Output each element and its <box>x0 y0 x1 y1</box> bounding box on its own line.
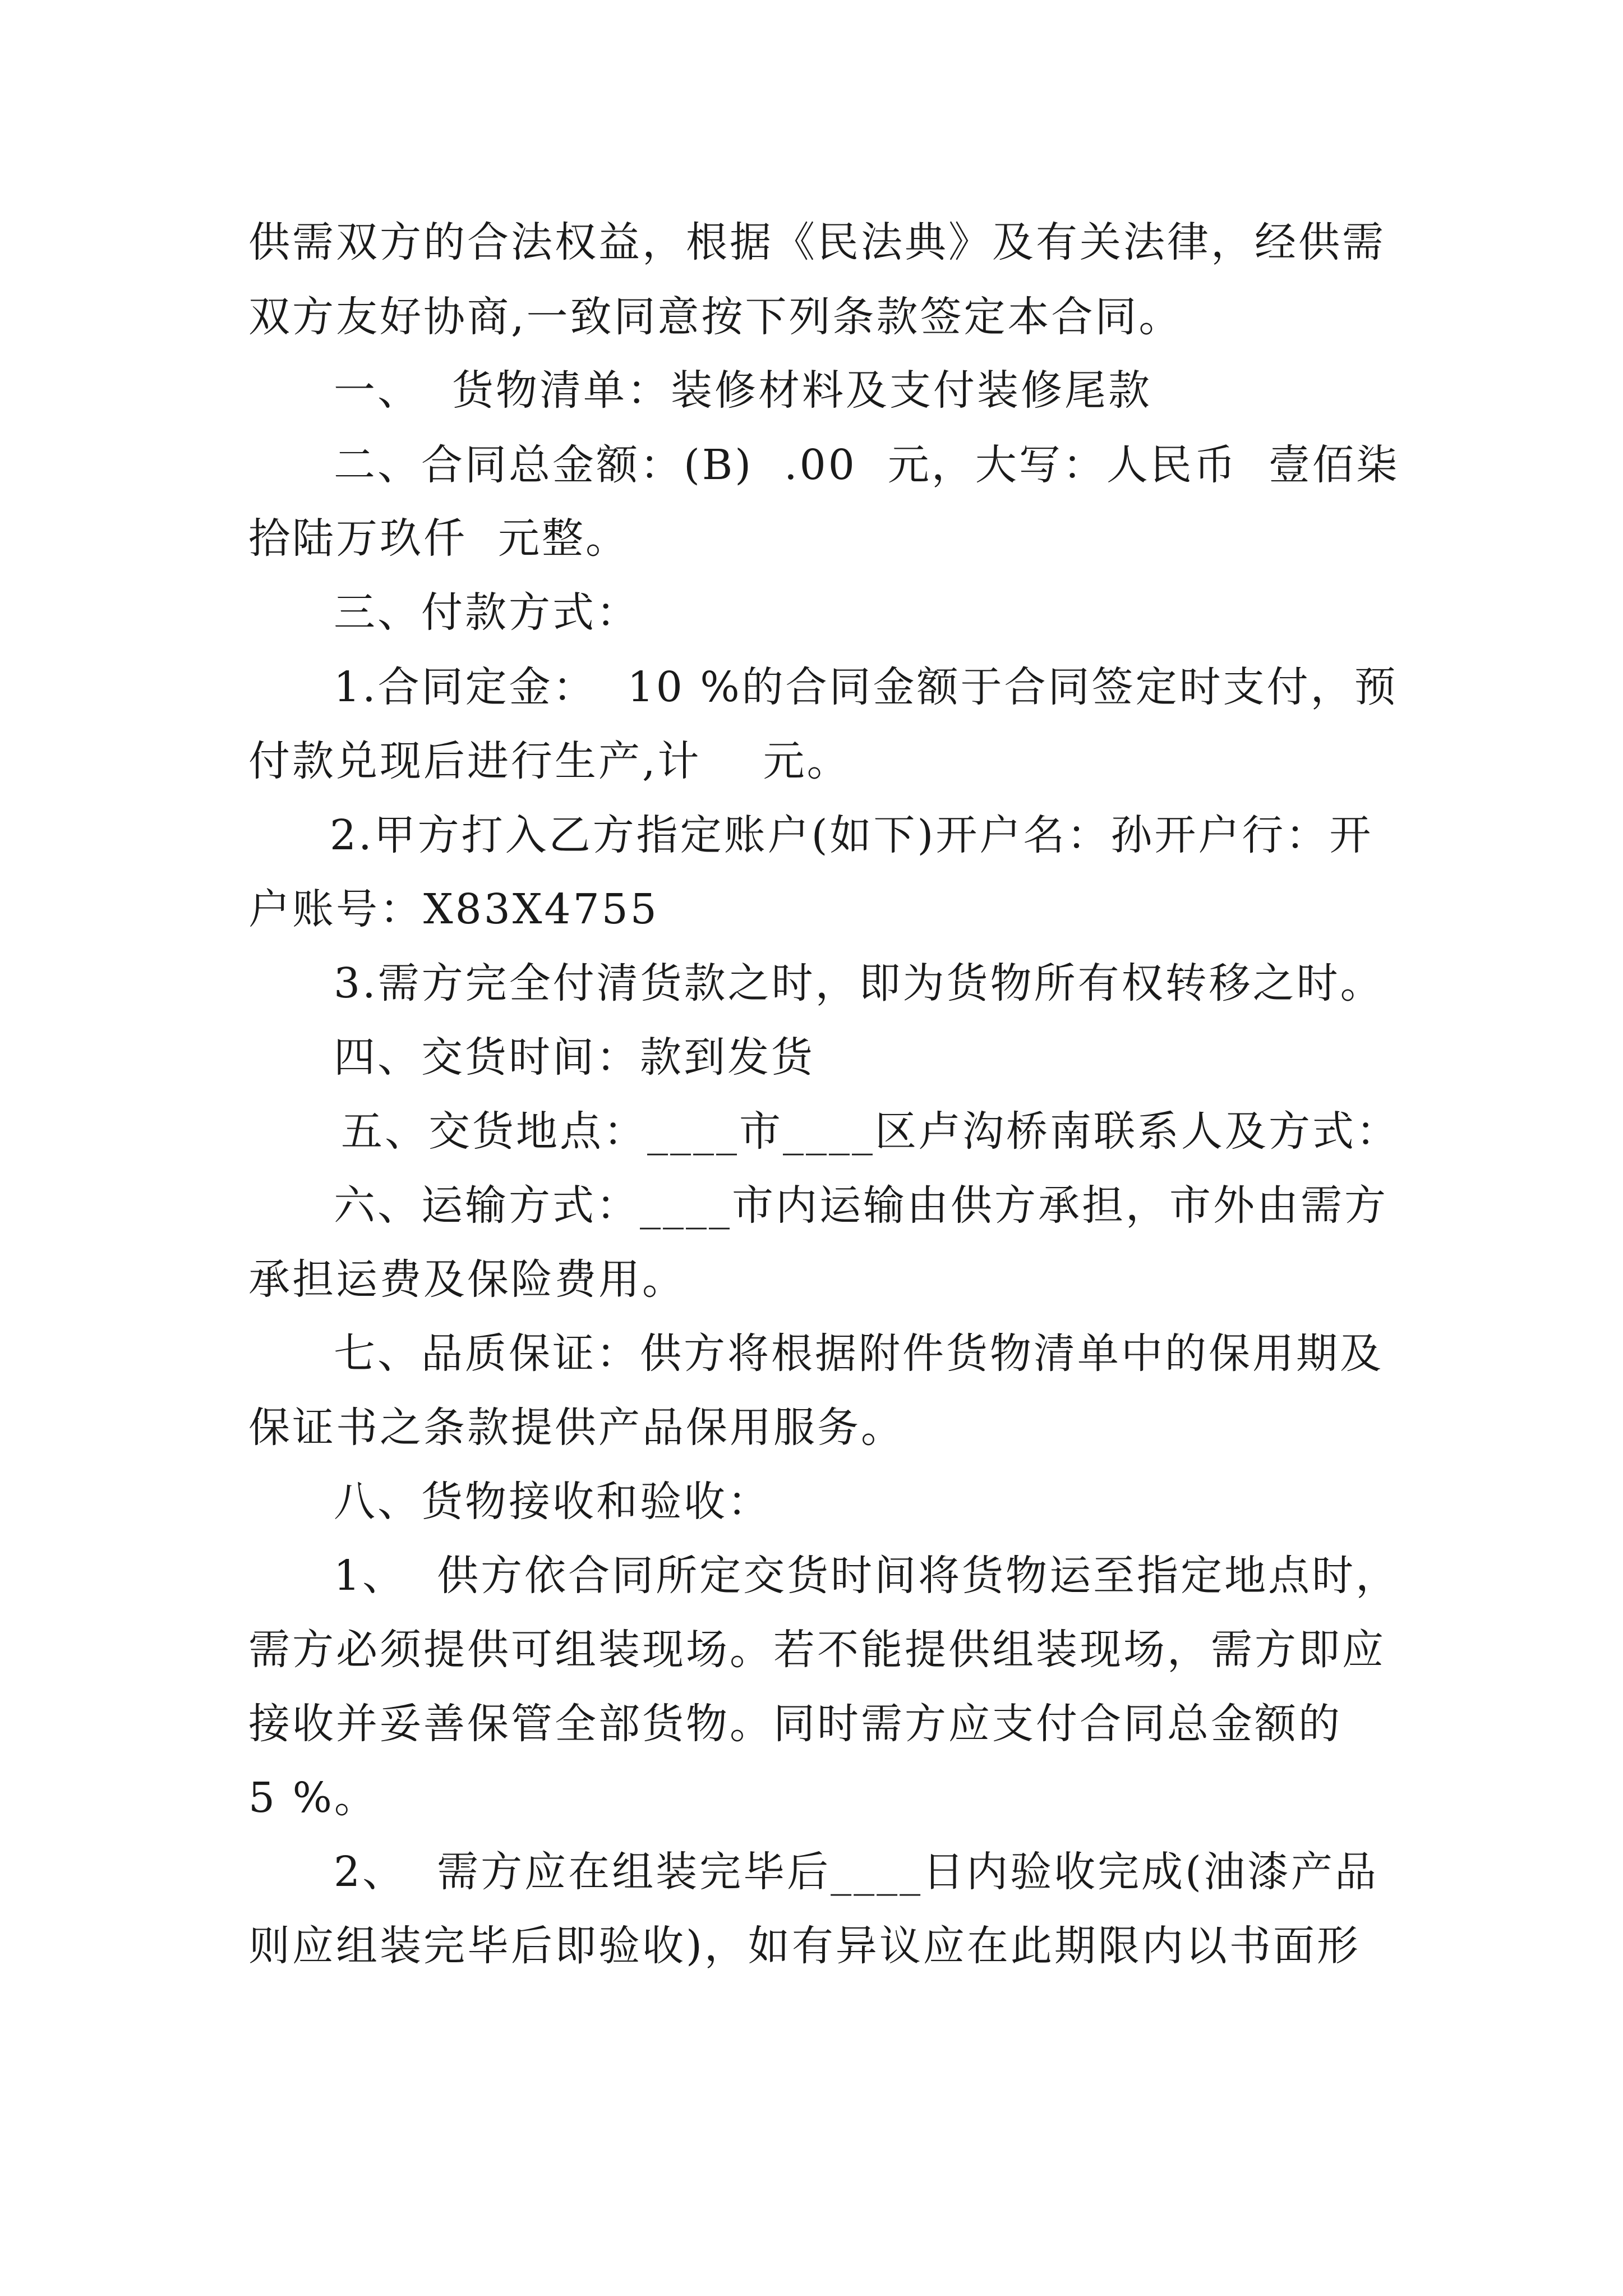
text-line-10: 户账号：X83X4755 <box>248 885 659 933</box>
text-line-8: 付款兑现后进行生产,计 元。 <box>248 737 851 785</box>
section-total-amount: 二、合同总金额：(B) .00 元，大写：人民币 壹佰柒 <box>334 441 1400 489</box>
section-payment-method: 三、付款方式： <box>334 588 640 637</box>
text-line-17: 保证书之条款提供产品保用服务。 <box>248 1404 905 1452</box>
section-receipt-inspection: 八、货物接收和验收： <box>334 1478 771 1526</box>
payment-item-2: 2.甲方打入乙方指定账户(如下)开户名：孙开户行：开 <box>330 811 1373 859</box>
text-line-2: 双方友好协商,一致同意按下列条款签定本合同。 <box>248 293 1183 341</box>
section-transport-method: 六、运输方式：____市内运输由供方承担，市外由需方 <box>334 1181 1388 1230</box>
text-line-5: 拾陆万玖仟 元整。 <box>248 514 630 563</box>
inspection-item-1: 1、 供方依合同所定交货时间将货物运至指定地点时， <box>334 1552 1400 1600</box>
inspection-item-2: 2、 需方应在组装完毕后____日内验收完成(油漆产品 <box>334 1848 1378 1896</box>
text-line-22: 5 %。 <box>248 1774 378 1822</box>
section-quality-guarantee: 七、品质保证：供方将根据附件货物清单中的保用期及 <box>334 1329 1384 1378</box>
payment-item-3: 3.需方完全付清货款之时，即为货物所有权转移之时。 <box>334 959 1384 1007</box>
section-goods-list: 一、 货物清单：装修材料及支付装修尾款 <box>334 366 1152 415</box>
text-line-21: 接收并妥善保管全部货物。同时需方应支付合同总金额的 <box>248 1700 1342 1748</box>
text-line-24: 则应组装完毕后即验收)，如有异议应在此期限内以书面形 <box>248 1922 1361 1970</box>
text-line-1: 供需双方的合法权益，根据《民法典》及有关法律，经供需 <box>248 218 1386 266</box>
text-line-20: 需方必须提供可组装现场。若不能提供组装现场，需方即应 <box>248 1626 1386 1674</box>
section-delivery-location: 五、交货地点：____市____区卢沟桥南联系人及方式： <box>341 1107 1400 1156</box>
section-delivery-time: 四、交货时间：款到发货 <box>334 1033 815 1082</box>
payment-item-1: 1.合同定金： 10 %的合同金额于合同签定时支付，预 <box>334 663 1398 711</box>
text-line-15: 承担运费及保险费用。 <box>248 1255 686 1304</box>
